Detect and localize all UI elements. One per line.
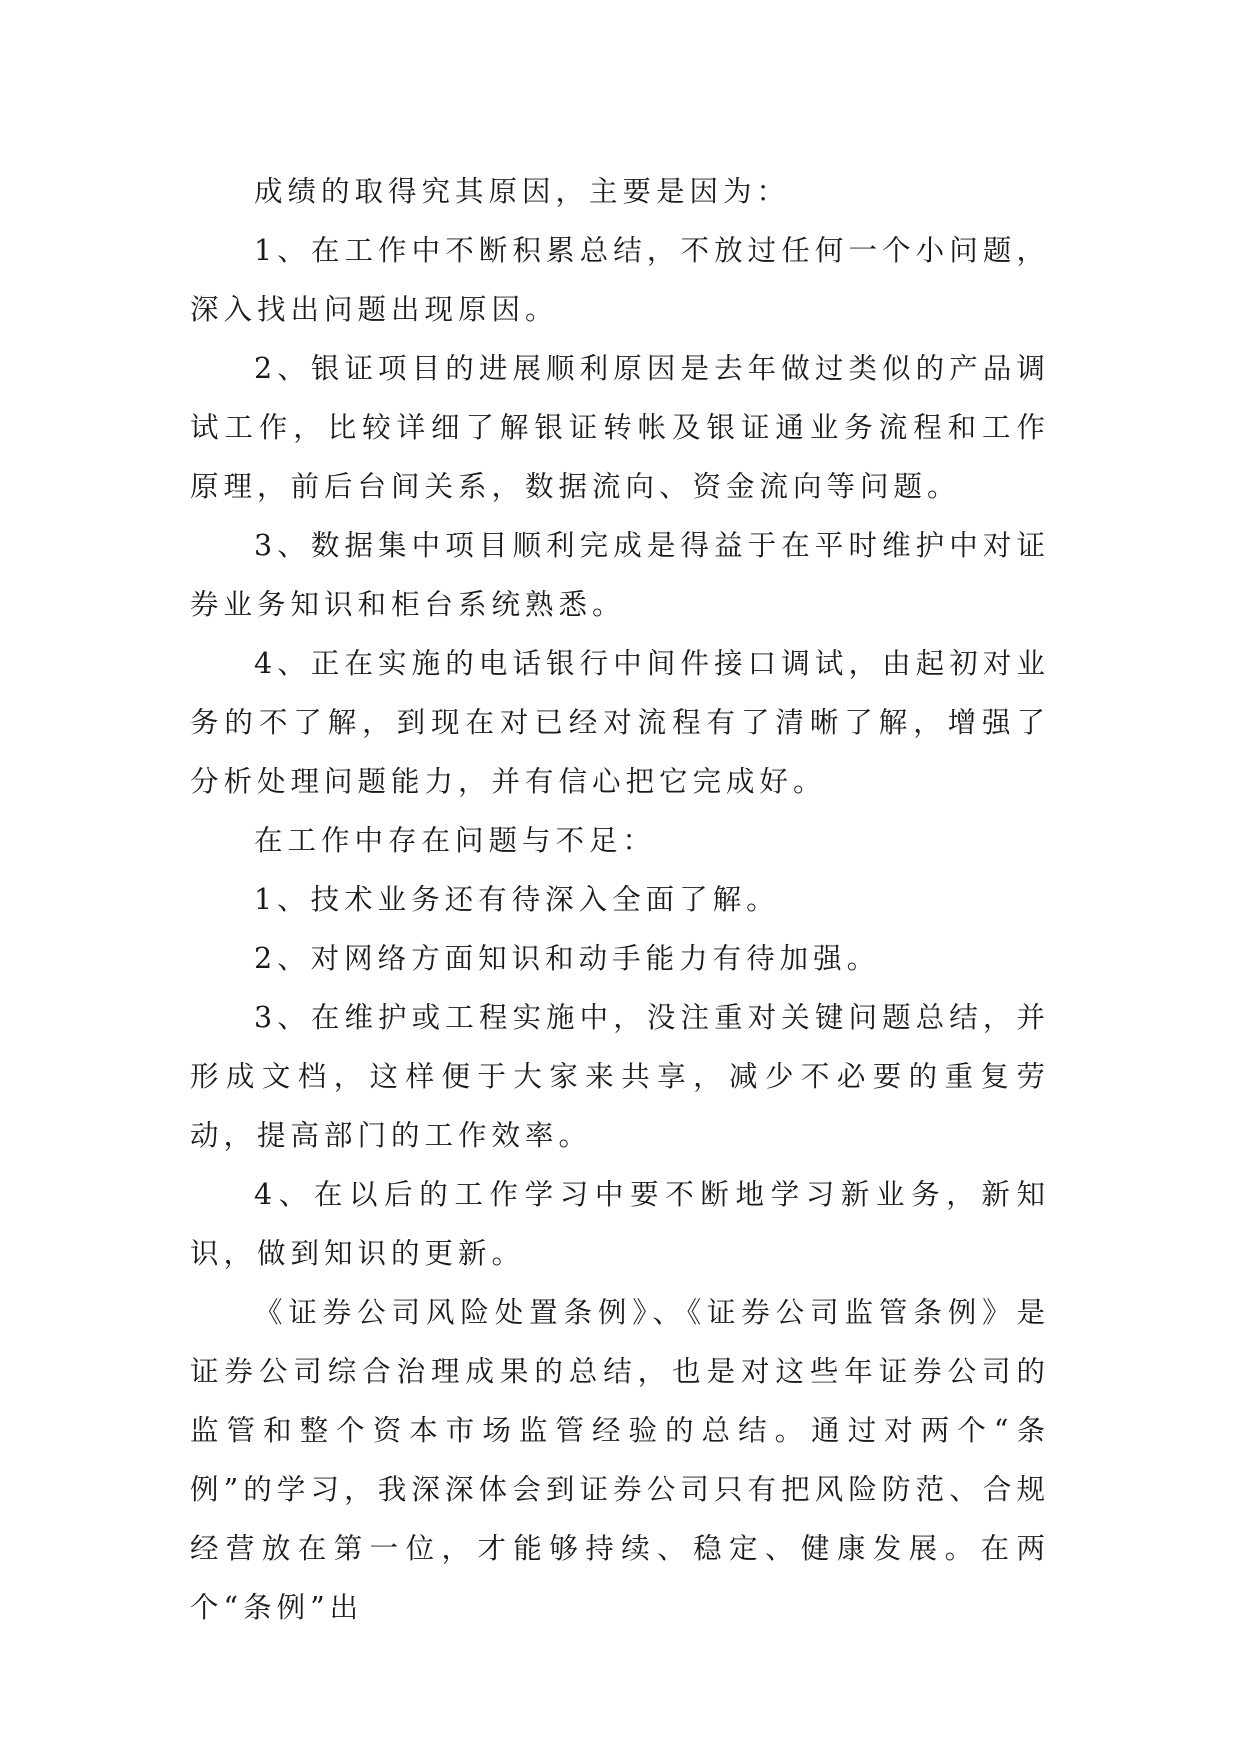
paragraph-problem-4: 4、在以后的工作学习中要不断地学习新业务，新知识，做到知识的更新。 bbox=[190, 1178, 1050, 1270]
paragraph-problems-intro: 在工作中存在问题与不足： bbox=[254, 824, 657, 857]
paragraph-reason-1: 1、在工作中不断积累总结，不放过任何一个小问题，深入找出问题出现原因。 bbox=[190, 234, 1050, 326]
paragraph-reason-3: 3、数据集中项目顺利完成是得益于在平时维护中对证券业务知识和柜台系统熟悉。 bbox=[190, 529, 1050, 621]
paragraph-problem-3: 3、在维护或工程实施中，没注重对关键问题总结，并形成文档，这样便于大家来共享，减少不必要的重复劳动，提高部门的工作效率。 bbox=[190, 1001, 1050, 1152]
paragraph-problem-1: 1、技术业务还有待深入全面了解。 bbox=[254, 883, 780, 916]
paragraph-reasons-intro: 成绩的取得究其原因，主要是因为： bbox=[254, 175, 791, 208]
paragraph-reason-2: 2、银证项目的进展顺利原因是去年做过类似的产品调试工作，比较详细了解银证转帐及银证通业务流程和工作原理，前后台间关系，数据流向、资金流向等问题。 bbox=[190, 352, 1050, 503]
paragraph-problem-2: 2、对网络方面知识和动手能力有待加强。 bbox=[254, 942, 881, 975]
paragraph-regulations: 《证券公司风险处置条例》、《证券公司监管条例》是证券公司综合治理成果的总结，也是对这些年证券公司的监管和整个资本市场监管经验的总结。通过对两个“条例”的学习，我深深体会到证券公司只有把风险防范、合规经营放在第一位，才能够持续、稳定、健康发展。在两个“条例”出 bbox=[190, 1296, 1050, 1624]
paragraph-reason-4: 4、正在实施的电话银行中间件接口调试，由起初对业务的不了解，到现在对已经对流程有了清晰了解，增强了分析处理问题能力，并有信心把它完成好。 bbox=[190, 647, 1050, 798]
document-body bbox=[190, 162, 1050, 1637]
